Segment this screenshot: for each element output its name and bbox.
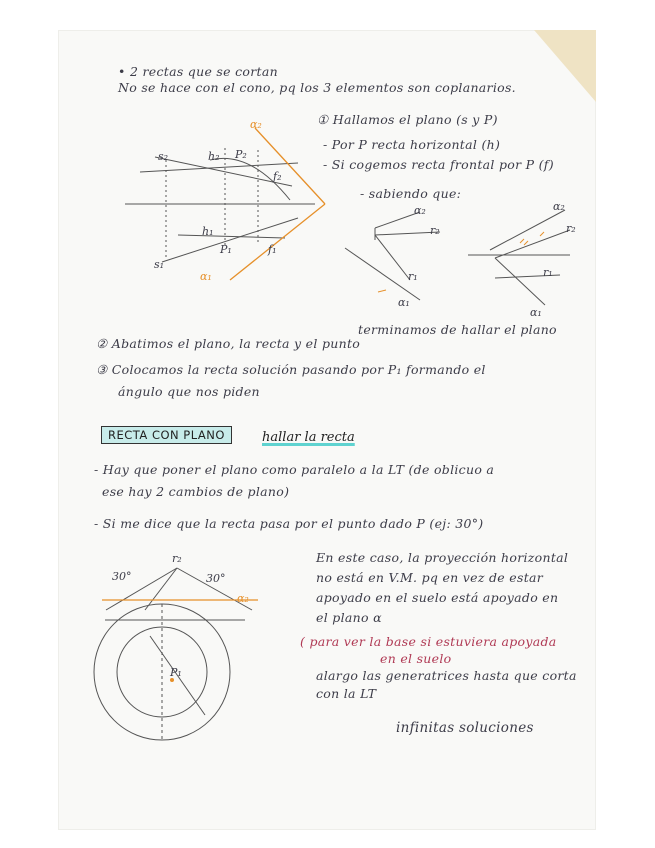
label-f2: f₂ (273, 170, 282, 183)
label-angle-left: 30° (112, 570, 132, 583)
note-1: En este caso, la proyección horizontal (316, 550, 569, 565)
note-4: el plano α (316, 610, 382, 625)
text-line-5: - Si cogemos recta frontal por P (f) (323, 157, 554, 172)
note-2: no está en V.M. pq en vez de estar (316, 570, 544, 585)
label-alpha1: α₁ (200, 270, 212, 283)
label-d1-alpha2: α₂ (414, 204, 426, 217)
text-bottom-3: - Si me dice que la recta pasa por el punto dado P (ej: 30°) (94, 516, 484, 531)
note-6: con la LT (316, 686, 377, 701)
label-s2: s₂ (158, 150, 169, 163)
line-r2-2 (495, 230, 570, 258)
note-5: alargo las generatrices hasta que corta (316, 668, 577, 683)
label-angle-right: 30° (206, 572, 226, 585)
label-s1: s₁ (154, 258, 165, 271)
label-cone-alpha2: α₂ (237, 592, 249, 605)
cone-diagram (94, 568, 258, 740)
text-step-3b: ángulo que nos piden (118, 384, 260, 399)
text-bottom-1: - Hay que poner el plano como paralelo a la LT (de oblicuo a (94, 462, 495, 477)
line-s2 (155, 157, 292, 186)
label-d2-alpha1: α₁ (530, 306, 542, 319)
text-line-4: - Por P recta horizontal (h) (323, 137, 501, 152)
diagram-small-2-marks (520, 232, 544, 245)
label-f1: f₁ (268, 243, 277, 256)
section-title: hallar la recta (262, 430, 355, 445)
label-alpha2-top: α₂ (250, 118, 262, 131)
label-cone-r2: r₂ (172, 552, 182, 565)
label-cone-p1: P₁ (170, 666, 182, 679)
line-a1-2 (495, 258, 545, 305)
note-red-1: ( para ver la base si estuviera apoyada (300, 634, 557, 649)
diagram-small-2 (468, 210, 570, 305)
trace-alpha1 (230, 204, 325, 280)
section-box: RECTA CON PLANO (101, 426, 232, 444)
label-p2: P₂ (235, 148, 247, 161)
text-line-1: • 2 rectas que se cortan (118, 64, 278, 79)
line-h1 (178, 235, 285, 238)
note-red-2: en el suelo (380, 651, 452, 666)
diagram-small-1-marks (378, 290, 386, 292)
line-a2-2 (490, 210, 565, 250)
line-r1 (375, 235, 410, 280)
text-step-2: ② Abatimos el plano, la recta y el punto (96, 336, 361, 351)
text-bottom-2: ese hay 2 cambios de plano) (102, 484, 290, 499)
label-d2-r2: r₂ (566, 222, 576, 235)
text-line-3: ① Hallamos el plano (s y P) (317, 112, 498, 127)
label-p1: P₁ (220, 243, 232, 256)
text-line-2: No se hace con el cono, pq los 3 elementos son coplanarios. (118, 80, 516, 95)
label-d1-alpha1: α₁ (398, 296, 410, 309)
text-terminamos: terminamos de hallar el plano (358, 322, 557, 337)
diagram-small-1 (345, 212, 440, 300)
text-step-3: ③ Colocamos la recta solución pasando por P₁ formando el (96, 362, 486, 377)
text-line-6: - sabiendo que: (360, 186, 462, 201)
label-d1-r1: r₁ (408, 270, 418, 283)
label-d2-alpha2: α₂ (553, 200, 565, 213)
label-h2: h₂ (208, 150, 220, 163)
final-note: infinitas soluciones (396, 720, 534, 736)
label-d1-r2: r₂ (430, 224, 440, 237)
note-3: apoyado en el suelo está apoyado en (316, 590, 559, 605)
label-d2-r1: r₁ (543, 266, 553, 279)
label-h1: h₁ (202, 225, 214, 238)
trace-alpha2 (255, 128, 325, 204)
